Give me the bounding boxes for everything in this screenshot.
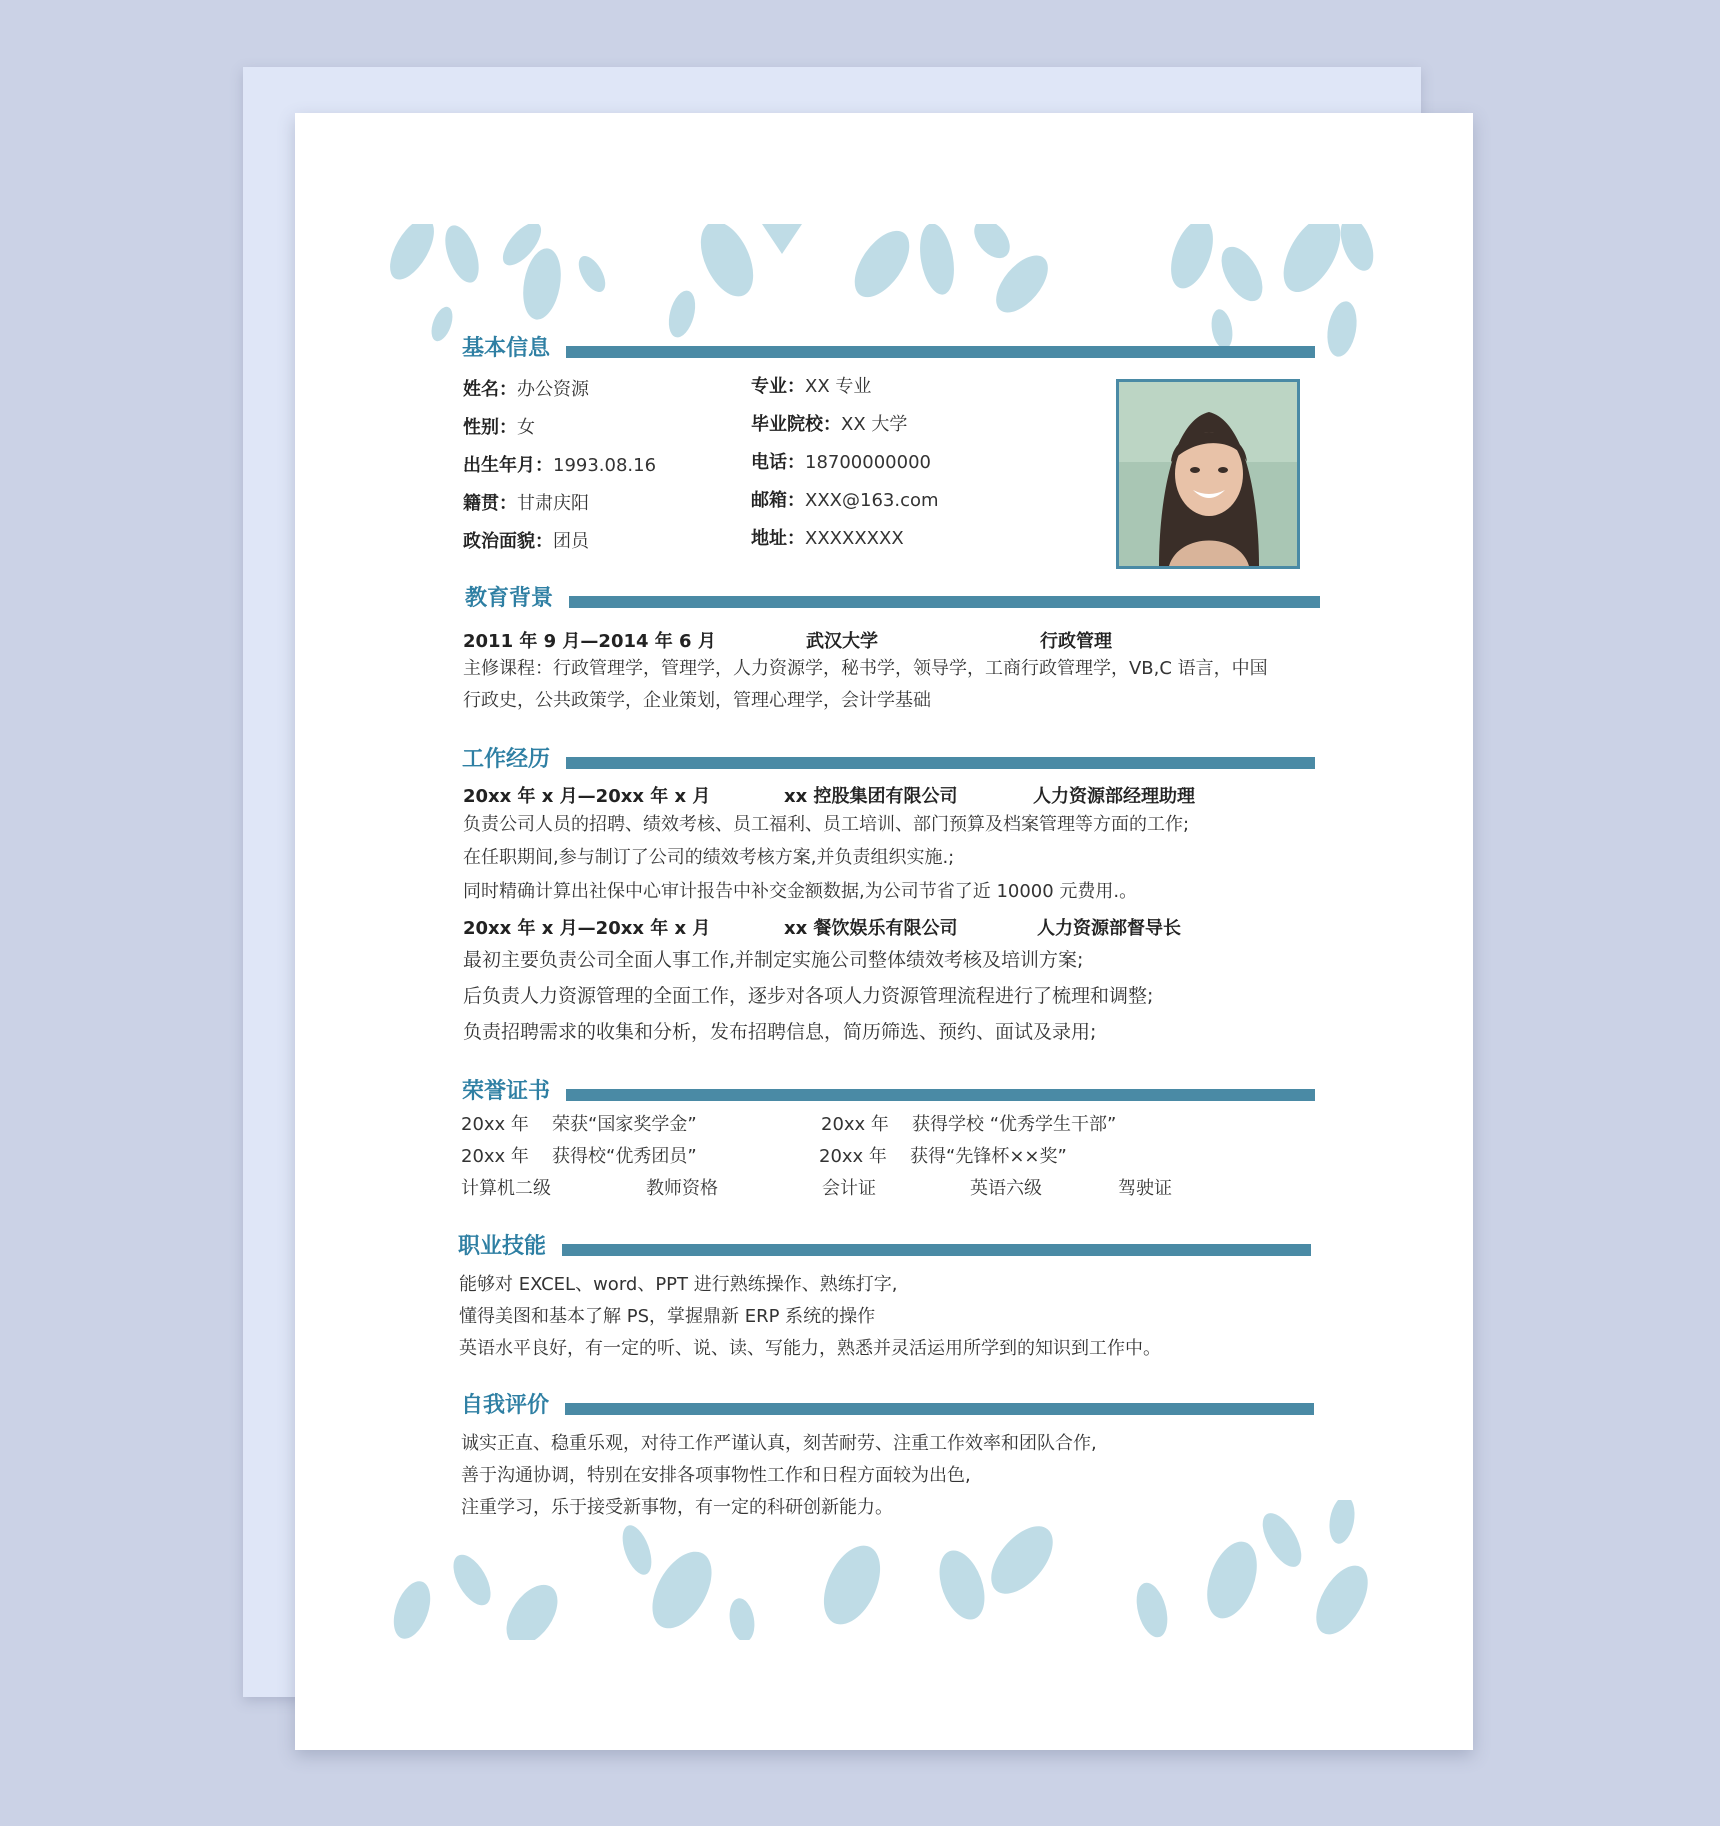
section-divider-bar [565, 1403, 1314, 1415]
section-header [462, 334, 1315, 368]
section-divider-bar [566, 757, 1315, 769]
job-description-line: 负责公司人员的招聘、绩效考核、员工福利、员工培训、部门预算及档案管理等方面的工作; [463, 814, 1190, 835]
education-courses-line: 主修课程：行政管理学，管理学，人力资源学，秘书学，领导学，工商行政管理学，VB,C 语言，中国 [463, 658, 1268, 679]
honor-year: 20xx 年 [819, 1146, 887, 1167]
info-value: 团员 [553, 531, 589, 552]
info-value: 1993.08.16 [553, 455, 657, 476]
info-value: XXXXXXXX [805, 528, 904, 549]
info-value: 甘肃庆阳 [517, 493, 589, 514]
section-skills [458, 1232, 1311, 1266]
section-title: 职业技能 [458, 1234, 547, 1259]
section-header [462, 1077, 1315, 1111]
skill-line: 能够对 EXCEL、word、PPT 进行熟练操作、熟练打字, [459, 1274, 898, 1295]
info-label: 地址： [751, 528, 805, 549]
info-label: 性别： [463, 417, 517, 438]
honor-award: 获得学校 “优秀学生干部” [912, 1114, 1117, 1135]
info-label: 政治面貌： [463, 531, 553, 552]
certificate: 计算机二级 [461, 1178, 551, 1199]
honor-year: 20xx 年 [461, 1114, 529, 1135]
honor-year: 20xx 年 [821, 1114, 889, 1135]
info-label: 电话： [751, 452, 805, 473]
job-period: 20xx 年 x 月—20xx 年 x 月 [463, 918, 711, 939]
section-self-evaluation [461, 1391, 1314, 1425]
section-basic-info [462, 334, 1315, 368]
info-hometown [463, 494, 589, 514]
honor-award: 荣获“国家奖学金” [552, 1114, 697, 1135]
certificate: 教师资格 [646, 1178, 718, 1199]
info-email [751, 491, 939, 511]
info-value: XXX@163.com [805, 490, 939, 511]
education-period: 2011 年 9 月—2014 年 6 月 [463, 631, 716, 652]
honor-award: 获得“先锋杯××奖” [910, 1146, 1067, 1167]
info-gender [463, 418, 535, 438]
info-major [751, 377, 871, 397]
self-evaluation-line: 注重学习，乐于接受新事物，有一定的科研创新能力。 [461, 1497, 893, 1518]
certificate: 会计证 [822, 1178, 876, 1199]
section-divider-bar [562, 1244, 1311, 1256]
skill-line: 懂得美图和基本了解 PS，掌握鼎新 ERP 系统的操作 [459, 1306, 876, 1327]
job-description-line: 负责招聘需求的收集和分析，发布招聘信息，简历筛选、预约、面试及录用; [463, 1021, 1097, 1043]
section-divider-bar [569, 596, 1320, 608]
job-description-line: 后负责人力资源管理的全面工作，逐步对各项人力资源管理流程进行了梳理和调整; [463, 985, 1154, 1007]
info-value: XX 专业 [805, 376, 872, 397]
job-period: 20xx 年 x 月—20xx 年 x 月 [463, 786, 711, 807]
info-label: 毕业院校： [751, 414, 841, 435]
info-label: 出生年月： [463, 455, 553, 476]
section-header [462, 745, 1315, 779]
info-birthdate [463, 456, 656, 476]
section-header [458, 1232, 1311, 1266]
skill-line: 英语水平良好，有一定的听、说、读、写能力，熟悉并灵活运用所学到的知识到工作中。 [459, 1338, 1161, 1359]
info-name [463, 380, 589, 400]
job-description-line: 同时精确计算出社保中心审计报告中补交金额数据,为公司节省了近 10000 元费用.。 [463, 881, 1138, 902]
job-company: xx 餐饮娱乐有限公司 [784, 918, 958, 939]
section-title: 工作经历 [462, 747, 551, 772]
profile-photo [1116, 379, 1300, 569]
job-description-line: 在任职期间,参与制订了公司的绩效考核方案,并负责组织实施.; [463, 847, 955, 868]
section-title: 基本信息 [462, 336, 551, 361]
info-address [751, 529, 904, 549]
certificate: 英语六级 [970, 1178, 1042, 1199]
section-title: 自我评价 [461, 1393, 550, 1418]
info-value: 女 [517, 417, 535, 438]
job-company: xx 控股集团有限公司 [784, 786, 958, 807]
info-value: 办公资源 [517, 379, 589, 400]
education-courses-line: 行政史，公共政策学，企业策划，管理心理学，会计学基础 [463, 690, 931, 711]
info-label: 籍贯： [463, 493, 517, 514]
section-divider-bar [566, 346, 1315, 358]
section-work-experience [462, 745, 1315, 779]
job-position: 人力资源部督导长 [1037, 918, 1181, 939]
education-school: 武汉大学 [806, 631, 878, 652]
info-label: 姓名： [463, 379, 517, 400]
info-label: 专业： [751, 376, 805, 397]
info-political-status [463, 532, 589, 552]
info-label: 邮箱： [751, 490, 805, 511]
honor-award: 获得校“优秀团员” [552, 1146, 697, 1167]
info-value: 18700000000 [805, 452, 931, 473]
section-divider-bar [566, 1089, 1315, 1101]
self-evaluation-line: 善于沟通协调，特别在安排各项事物性工作和日程方面较为出色, [461, 1465, 971, 1486]
education-major: 行政管理 [1040, 631, 1112, 652]
section-education [465, 584, 1320, 618]
section-title: 教育背景 [465, 586, 554, 611]
info-value: XX 大学 [841, 414, 908, 435]
section-honors [462, 1077, 1315, 1111]
section-title: 荣誉证书 [462, 1079, 551, 1104]
info-school [751, 415, 907, 435]
section-header [461, 1391, 1314, 1425]
job-position: 人力资源部经理助理 [1033, 786, 1195, 807]
self-evaluation-line: 诚实正直、稳重乐观，对待工作严谨认真，刻苦耐劳、注重工作效率和团队合作, [461, 1433, 1097, 1454]
job-description-line: 最初主要负责公司全面人事工作,并制定实施公司整体绩效考核及培训方案; [463, 949, 1084, 971]
leaf-decoration-bottom [382, 1497, 1382, 1640]
section-header [465, 584, 1320, 618]
honor-year: 20xx 年 [461, 1146, 529, 1167]
certificate: 驾驶证 [1118, 1178, 1172, 1199]
info-phone [751, 453, 931, 473]
